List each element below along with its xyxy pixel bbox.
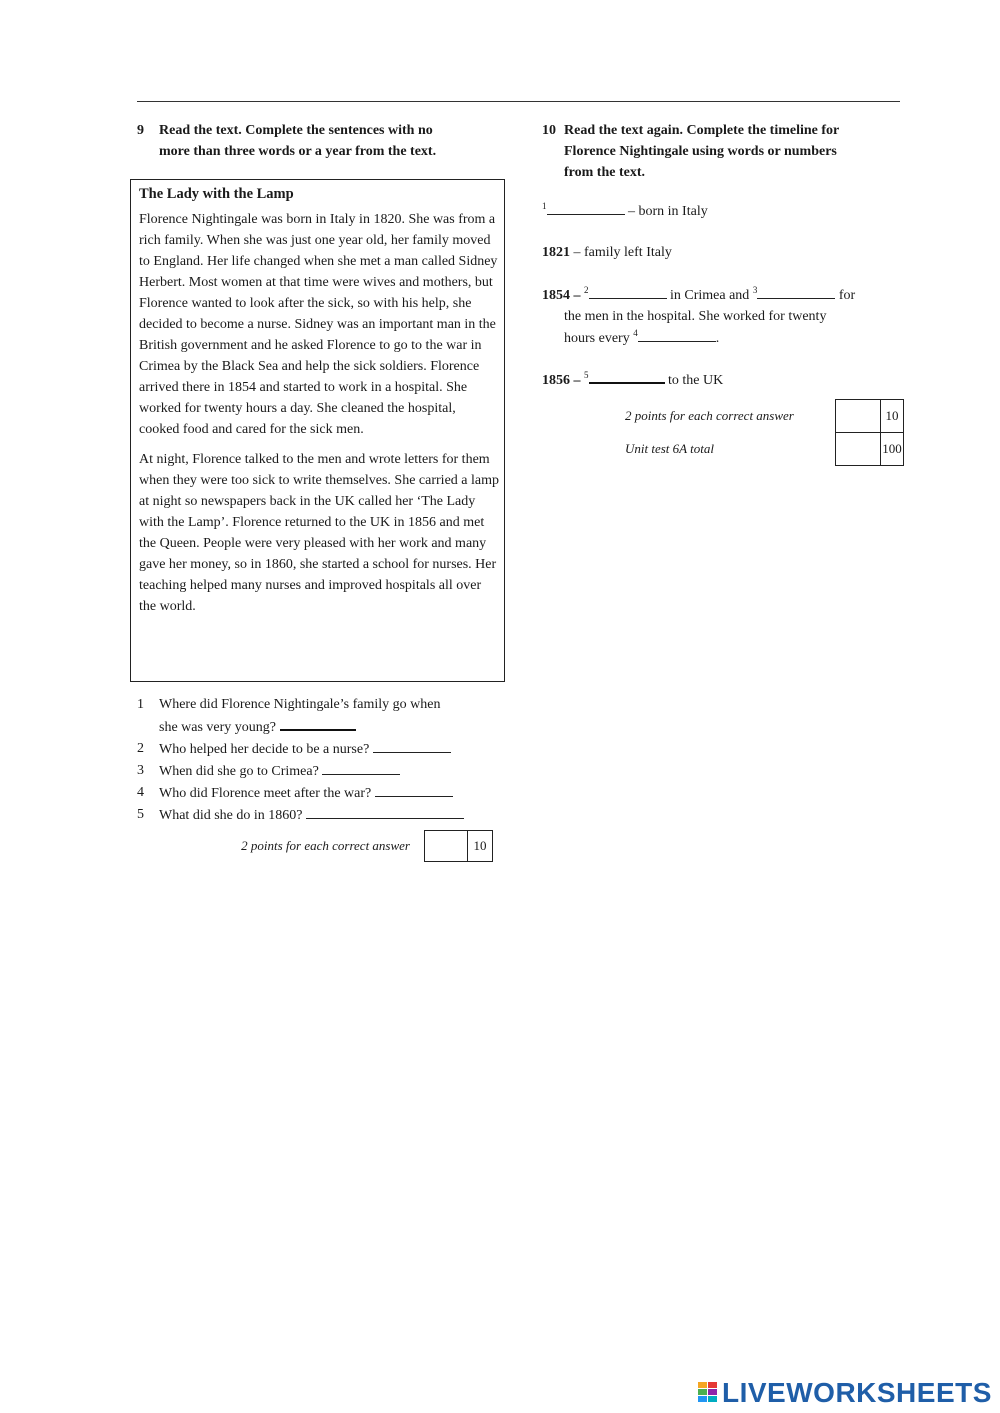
reading-title: The Lady with the Lamp — [139, 186, 294, 202]
timeline-item-3: 1854 – $^2$ in Crimea and $^3$ for the men in the hospital. She worked for twenty hours every $^4$ . — [542, 285, 856, 346]
answer-blank-3[interactable] — [322, 760, 400, 775]
question-item: 2 Who helped her decide to be a nurse? — [137, 738, 497, 760]
logo-icon — [698, 1380, 720, 1406]
timeline-blank-3[interactable] — [757, 284, 835, 299]
reading-paragraph-1: Florence Nightingale was born in Italy in 1820. She was from a rich family. When she was just one year old, her family moved to England. Her life changed when she met a man called Sidney Herbert. Most women at that time were wives and mothers, but Florence wanted to look after the sick, so with his help, she decided to become a nurse. Sidney was an important man in the British government and he asked Florence to go to the war in Crimea by the Black Sea and help the sick soldiers. Florence arrived there in 1854 and started to work in a hospital. She worked for twenty hours a day. She cleaned the hospital, cooked food and cared for the sick men. — [139, 212, 498, 437]
reading-paragraph-2: At night, Florence talked to the men and wrote letters for them when they were too sick to write themselves. She carried a lamp at night so newspapers back in the UK called her ‘The Lady with the Lamp’. Florence returned to the UK in 1856 and met the Queen. People were very pleased with her work and many gave her money, so in 1860, she started a school for nurses. Her teaching helped many nurses and improved hospitals all over the world. — [139, 452, 499, 614]
timeline-item-4: 1856 – $^5$ to the UK — [542, 370, 724, 388]
exercise-10-instructions: 10 Read the text again. Complete the timeline for Florence Nightingale using words or numbers from the text. — [542, 120, 902, 183]
exercise-number: 10 — [542, 123, 556, 138]
exercise-number: 9 — [137, 123, 144, 138]
exercise-9-instructions: 9 Read the text. Complete the sentences with no more than three words or a year from the text. — [137, 120, 497, 162]
top-divider — [137, 101, 900, 102]
liveworksheets-logo[interactable] — [698, 1378, 992, 1408]
question-item: 3 When did she go to Crimea? — [137, 760, 497, 782]
answer-blank-2[interactable] — [373, 738, 451, 753]
timeline-item-2: 1821 – family left Italy — [542, 245, 672, 260]
timeline-blank-5[interactable] — [589, 368, 665, 384]
answer-blank-1[interactable] — [280, 715, 356, 731]
total-input-box[interactable] — [836, 433, 881, 466]
question-item: 1 Where did Florence Nightingale’s family go when she was very young? — [137, 697, 441, 735]
question-item: 5 What did she do in 1860? — [137, 804, 497, 826]
timeline-item-1: $^1$ – born in Italy — [542, 201, 708, 219]
exercise-9-score: 2 points for each correct answer 10 — [200, 830, 493, 862]
score-input-box[interactable] — [424, 830, 468, 862]
timeline-blank-1[interactable] — [547, 200, 625, 215]
exercise-10-score-table: 2 points for each correct answer 10 Unit test 6A total 100 — [620, 399, 904, 466]
timeline-blank-4[interactable] — [638, 327, 716, 342]
answer-blank-4[interactable] — [375, 782, 453, 797]
score-input-box[interactable] — [836, 400, 881, 433]
reading-text-box — [130, 179, 505, 682]
timeline-blank-2[interactable] — [589, 284, 667, 299]
question-list — [137, 694, 497, 826]
question-item: 4 Who did Florence meet after the war? — [137, 782, 497, 804]
logo-text: LIVEWORKSHEETS — [722, 1377, 992, 1408]
answer-blank-5[interactable] — [306, 804, 464, 819]
